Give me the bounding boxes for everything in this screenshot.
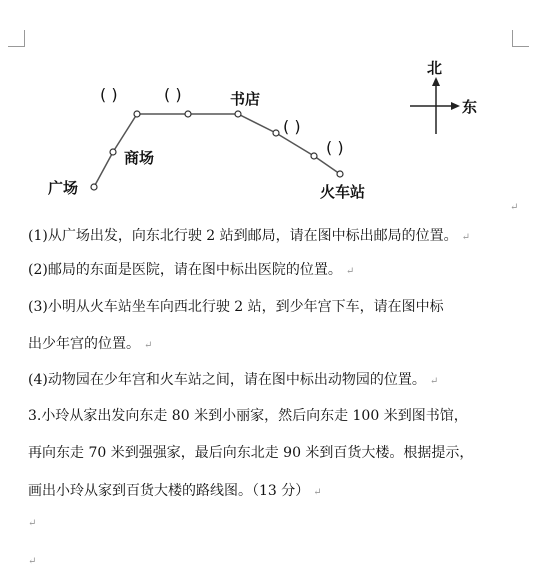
- paragraph-mark: ↵: [28, 518, 37, 529]
- paragraph-mark: ↵: [28, 556, 37, 567]
- stop-huochezhan: [337, 171, 343, 177]
- blank-2: ( ): [164, 85, 182, 104]
- problem-3-text-b: 再向东走 70 米到强强家，最后向东北走 90 米到百货大楼。根据提示，: [28, 445, 474, 461]
- paragraph-mark: ↵: [510, 202, 519, 213]
- north-arrow-icon: [432, 77, 440, 86]
- problem-3-line-1: [28, 406, 468, 426]
- compass-east-label: 东: [462, 98, 478, 116]
- label-huochezhan: 火车站: [320, 183, 366, 201]
- question-3-text-b: 出少年宫的位置。: [28, 336, 140, 352]
- stop-blank-2: [185, 111, 191, 117]
- compass-north-label: 北: [427, 59, 443, 77]
- stop-blank-1: [134, 111, 140, 117]
- blank-1: ( ): [100, 85, 118, 104]
- problem-3-line-3: [28, 481, 322, 503]
- paragraph-mark: ↵: [345, 266, 355, 277]
- question-3-text-a: (3)小明从火车站坐车向西北行驶 2 站，到少年宫下车，请在图中标: [28, 299, 444, 315]
- paragraph-mark: ↵: [144, 340, 153, 351]
- stop-blank-3: [273, 130, 279, 136]
- label-shudian: 书店: [230, 90, 261, 108]
- question-4: [28, 370, 438, 392]
- stop-blank-4: [311, 153, 317, 159]
- stop-shangchang: [110, 149, 116, 155]
- paragraph-mark: ↵: [313, 487, 322, 498]
- stop-shudian: [235, 111, 241, 117]
- problem-3-text-a: 3.小玲从家出发向东走 80 米到小丽家，然后向东走 100 米到图书馆，: [28, 408, 468, 424]
- paragraph-mark: ↵: [461, 232, 471, 243]
- blank-4: ( ): [326, 138, 344, 157]
- question-3-line-1: [28, 297, 444, 317]
- label-guangchang: 广场: [48, 179, 79, 197]
- question-1-text: (1)从广场出发，向东北行驶 2 站到邮局，请在图中标出邮局的位置。: [28, 228, 458, 244]
- paragraph-mark: ↵: [429, 376, 439, 387]
- problem-3-line-2: [28, 443, 473, 463]
- label-shangchang: 商场: [124, 149, 155, 167]
- blank-3: ( ): [283, 117, 301, 136]
- question-1: [28, 226, 470, 248]
- east-arrow-icon: [451, 102, 460, 110]
- stop-guangchang: [91, 184, 97, 190]
- question-2: [28, 260, 354, 282]
- problem-3-text-c: 画出小玲从家到百货大楼的路线图。（13 分）: [28, 483, 310, 499]
- question-4-text: (4)动物园在少年宫和火车站之间，请在图中标出动物园的位置。: [28, 372, 426, 388]
- route-map-diagram: [0, 0, 558, 215]
- question-3-line-2: [28, 334, 152, 356]
- question-2-text: (2)邮局的东面是医院，请在图中标出医院的位置。: [28, 262, 342, 278]
